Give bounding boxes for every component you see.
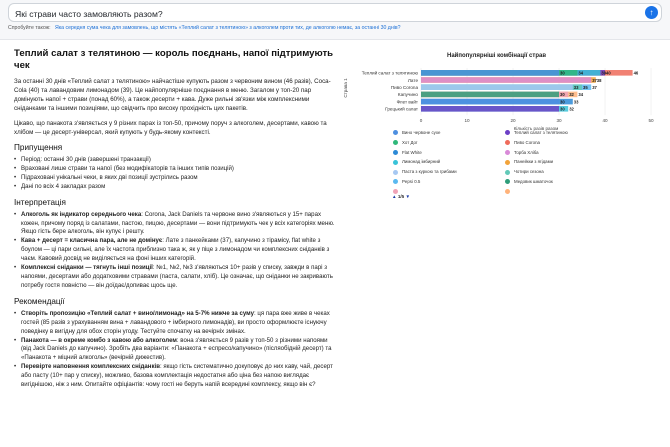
y-tick-label: Флет вайт	[396, 99, 418, 105]
data-label: 30	[560, 70, 565, 76]
list-item-lead: Створіть пропозицію «Теплий салат + вино/лимонад» на 5-7% нижче за суму	[21, 309, 254, 317]
legend-label: Торба Хліба	[514, 149, 539, 155]
list-item-text: : Лате з панкейками (37), капучино з тірамісу, flat white з боулом — ці пари сильні, але їх частота приблизно така ж, як у піце з лимонадом чи комплексних сніданків з чаєм. Кавовий досвід не виділяється на фоні інших категорій.	[21, 237, 330, 263]
data-label: 30	[560, 99, 565, 105]
legend-swatch	[393, 130, 398, 135]
x-tick-label: 50	[648, 118, 654, 124]
legend-entry[interactable]	[393, 169, 457, 174]
legend-entry[interactable]	[393, 179, 420, 184]
legend-entry[interactable]	[505, 169, 544, 174]
data-label: 32	[569, 106, 574, 112]
legend-entry[interactable]	[505, 130, 568, 135]
data-label: 39	[601, 70, 607, 76]
data-label: 33	[573, 99, 579, 105]
pager-prev-icon[interactable]: ▲	[392, 194, 397, 199]
legend-entry[interactable]	[393, 159, 440, 164]
legend-swatch	[505, 170, 510, 175]
list-item	[14, 211, 336, 238]
data-label: 35	[583, 85, 588, 90]
data-label: 34	[578, 70, 584, 76]
x-tick-label: 0	[419, 118, 423, 124]
x-tick-label: 30	[556, 118, 562, 124]
y-tick-label: Грецький салат	[385, 106, 418, 112]
legend-label: Теплий салат з телятиною	[514, 130, 568, 135]
recommendations-heading: Рекомендації	[14, 296, 65, 306]
data-label: 34	[578, 92, 584, 98]
y-tick-label: Капучино	[397, 92, 418, 98]
legend-swatch	[505, 160, 510, 165]
list-item-lead: Кава + десерт = класична пара, але не домінує	[21, 237, 163, 245]
list-item-text: : Corona, Jack Daniels та червоне вино з'являються у 15+ парах кожен, причому поряд із салатами, пастою, пицою, десертами — вони підтримують чек у всіх категоріях меню. Якщо гість бере алкоголь, він купує і решту.	[21, 210, 335, 236]
article-title: Теплий салат з телятиною — король поєднань, напої підтримують чек	[14, 48, 334, 71]
data-label: 30	[560, 92, 565, 98]
chart-bar	[421, 70, 559, 76]
list-item: • Період: останні 30 днів (завершені транзакції)	[14, 156, 336, 165]
legend-entry[interactable]	[505, 140, 540, 145]
legend-swatch	[393, 150, 398, 155]
article-intro-2: Цікаво, що панакота з'являється у 9 різних парах із топ-50, причому поруч з алкоголем, десертами, кавою та хлібом — це десерт-універсал, який купують у будь-якому контексті.	[14, 120, 327, 136]
y-tick-label: Пиво Corona	[390, 85, 418, 90]
list-item: • Враховані лише страви та напої (без модифікаторів та інших типів позицій)	[14, 165, 336, 174]
legend-swatch	[505, 150, 510, 155]
list-item-text: : якщо гість систематично докуповує до них каву, чай, десерт або пасту (10+ пар у списку), можливо, базова комплектація недостатня або ціна без напою виглядає вигіднішою, ніж з ним. Опитайте офіціантів: чому гості не беруть напій всередині комплексу, якщо він є?	[21, 363, 333, 389]
interpretation-list	[14, 211, 336, 291]
legend-label: Flat White	[402, 149, 422, 155]
list-item-lead: Панакота — в окреме комбо з кавою або алкоголем	[21, 336, 177, 344]
legend-swatch	[505, 189, 510, 194]
x-tick-label: 40	[602, 118, 608, 124]
legend-label: Паста з куркою та грибами	[402, 169, 457, 175]
data-label: 32	[569, 92, 574, 98]
suggestions-label: Спробуйте також:	[8, 25, 51, 31]
legend-swatch	[505, 130, 510, 135]
article-intro: За останні 30 днів «Теплий салат з телятиною» найчастіше купують разом з червоним вином (46 разів), Coca-Cola (40) та лавандовим лимонадом (39). Це найпопулярніше поєднання в меню. Загалом у топ-20 пар домінують напої + страви (понад 60%), а також десерти + кава. Дуже рильні зв'язки між комплексними сніданками та іншими позиціями, що свідчить про високу прохідність цих пакетів.	[14, 78, 331, 112]
legend-entry[interactable]	[505, 159, 553, 164]
list-item	[14, 337, 336, 364]
legend-label: Чотири сезона	[514, 169, 544, 175]
y-tick-label: Теплий салат з телятиною	[361, 70, 418, 76]
y-tick-label: Лате	[407, 77, 418, 83]
list-item-lead: Комплексні сніданки — тягнуть інші позиції	[21, 264, 153, 272]
assumptions-heading: Припущення	[14, 143, 63, 152]
list-item-lead: Алкоголь як індикатор середнього чека	[21, 210, 142, 218]
list-item	[14, 264, 336, 291]
legend-entry[interactable]	[505, 150, 539, 155]
suggestions-row	[8, 25, 400, 31]
data-label: 37	[592, 77, 597, 83]
interpretation-heading: Інтерпретація	[14, 197, 66, 207]
arrow-up-icon[interactable]: ↑	[645, 6, 658, 19]
pager-text: 1/5	[397, 194, 405, 199]
legend-label: Хот Дог	[402, 139, 418, 145]
list-item: • Дані по всіх 4 закладах разом	[14, 183, 336, 192]
y-axis-label: Страва 1	[343, 78, 348, 98]
legend-entry[interactable]	[393, 150, 422, 155]
chart-title: Найпопулярніші комбінації страв	[447, 53, 547, 59]
legend-label: Пиво Corona	[514, 139, 540, 145]
legend-swatch	[505, 140, 510, 145]
search-input[interactable]	[9, 6, 629, 23]
x-axis-label: Кількість разів разом	[513, 126, 559, 132]
legend-label: Панейкки з ягідами	[514, 159, 554, 165]
combo-chart	[343, 48, 665, 200]
data-label: 37	[592, 85, 597, 90]
data-label: 46	[633, 70, 639, 76]
legend-entry[interactable]	[505, 189, 514, 194]
chart-bar	[421, 77, 591, 83]
list-item	[14, 310, 336, 337]
list-item	[14, 363, 336, 390]
legend-pager[interactable]	[392, 194, 410, 199]
legend-swatch	[393, 179, 398, 184]
assumptions-list	[14, 156, 336, 192]
legend-label: Медовик шматочок	[514, 179, 553, 184]
chart-plot	[343, 62, 665, 142]
legend-label: Вино червоне сухе	[402, 130, 441, 135]
legend-label: Pepsi 0.5	[402, 179, 421, 184]
legend-label: Лимонад імбирний	[402, 159, 441, 165]
list-item-text: : ця пара вже живе в чеках гостей (85 разів з урахуванням вина + лавандового + імбирного лимонадів), ви просто оформлюєте існуючу поведінку в вигідну для обох сторін угоду. Тестуйте спочатку на вечірніх змінах.	[21, 309, 330, 335]
legend-entry[interactable]	[393, 140, 418, 145]
legend-swatch	[393, 140, 398, 145]
pager-next-icon[interactable]: ▼	[405, 194, 411, 199]
suggestion-link[interactable]: Яка середня сума чека для замовлень, що містять «Теплий салат з телятиною» з алкоголем проти тих, де алкоголю немає, за останні 30 днів?	[55, 25, 401, 31]
chart-bar	[421, 106, 559, 112]
x-tick-label: 10	[464, 118, 470, 124]
answer-article	[14, 48, 336, 394]
list-item-lead: Перевірте наповнення комплексних сніданків	[21, 363, 160, 371]
list-item	[14, 237, 336, 264]
list-item-text: : вона з'являється 9 разів у топ-50 з різними напоями (від Jack Daniels до капучино). Зробіть два варіанти: «Панакота + еспресо/капучино» (післяобідній десерт) та «Панакота + міцний алкоголь» (вечірній дижестив).	[21, 336, 332, 362]
x-tick-label: 20	[510, 118, 516, 124]
data-label: 30	[560, 106, 565, 112]
recommendations-list	[14, 310, 336, 390]
chart-bar	[421, 84, 573, 90]
list-item-text: : №1, №2, №3 з'являються 10+ разів у списку, завжди в парі з напоями, десертами або додатковими стравами (паста, салати, хліб). Це означає, що сніданки не закривають потребу гостя повністю — він доїдає/допиває щось ще.	[21, 264, 333, 289]
data-label: 40	[606, 70, 611, 76]
list-item: • Підраховані унікальні чеки, в яких дві позиції зустрілись разом	[14, 174, 336, 183]
legend-swatch	[505, 179, 510, 184]
legend-entry[interactable]	[393, 130, 440, 135]
legend-swatch	[393, 170, 398, 175]
search-box[interactable]	[8, 3, 662, 22]
data-label: 33	[573, 85, 579, 90]
chart-bar	[421, 92, 559, 98]
chart-bar	[421, 99, 559, 105]
legend-swatch	[393, 160, 398, 165]
data-label: 38	[596, 77, 602, 83]
search-header	[0, 0, 670, 40]
legend-entry[interactable]	[505, 179, 553, 184]
